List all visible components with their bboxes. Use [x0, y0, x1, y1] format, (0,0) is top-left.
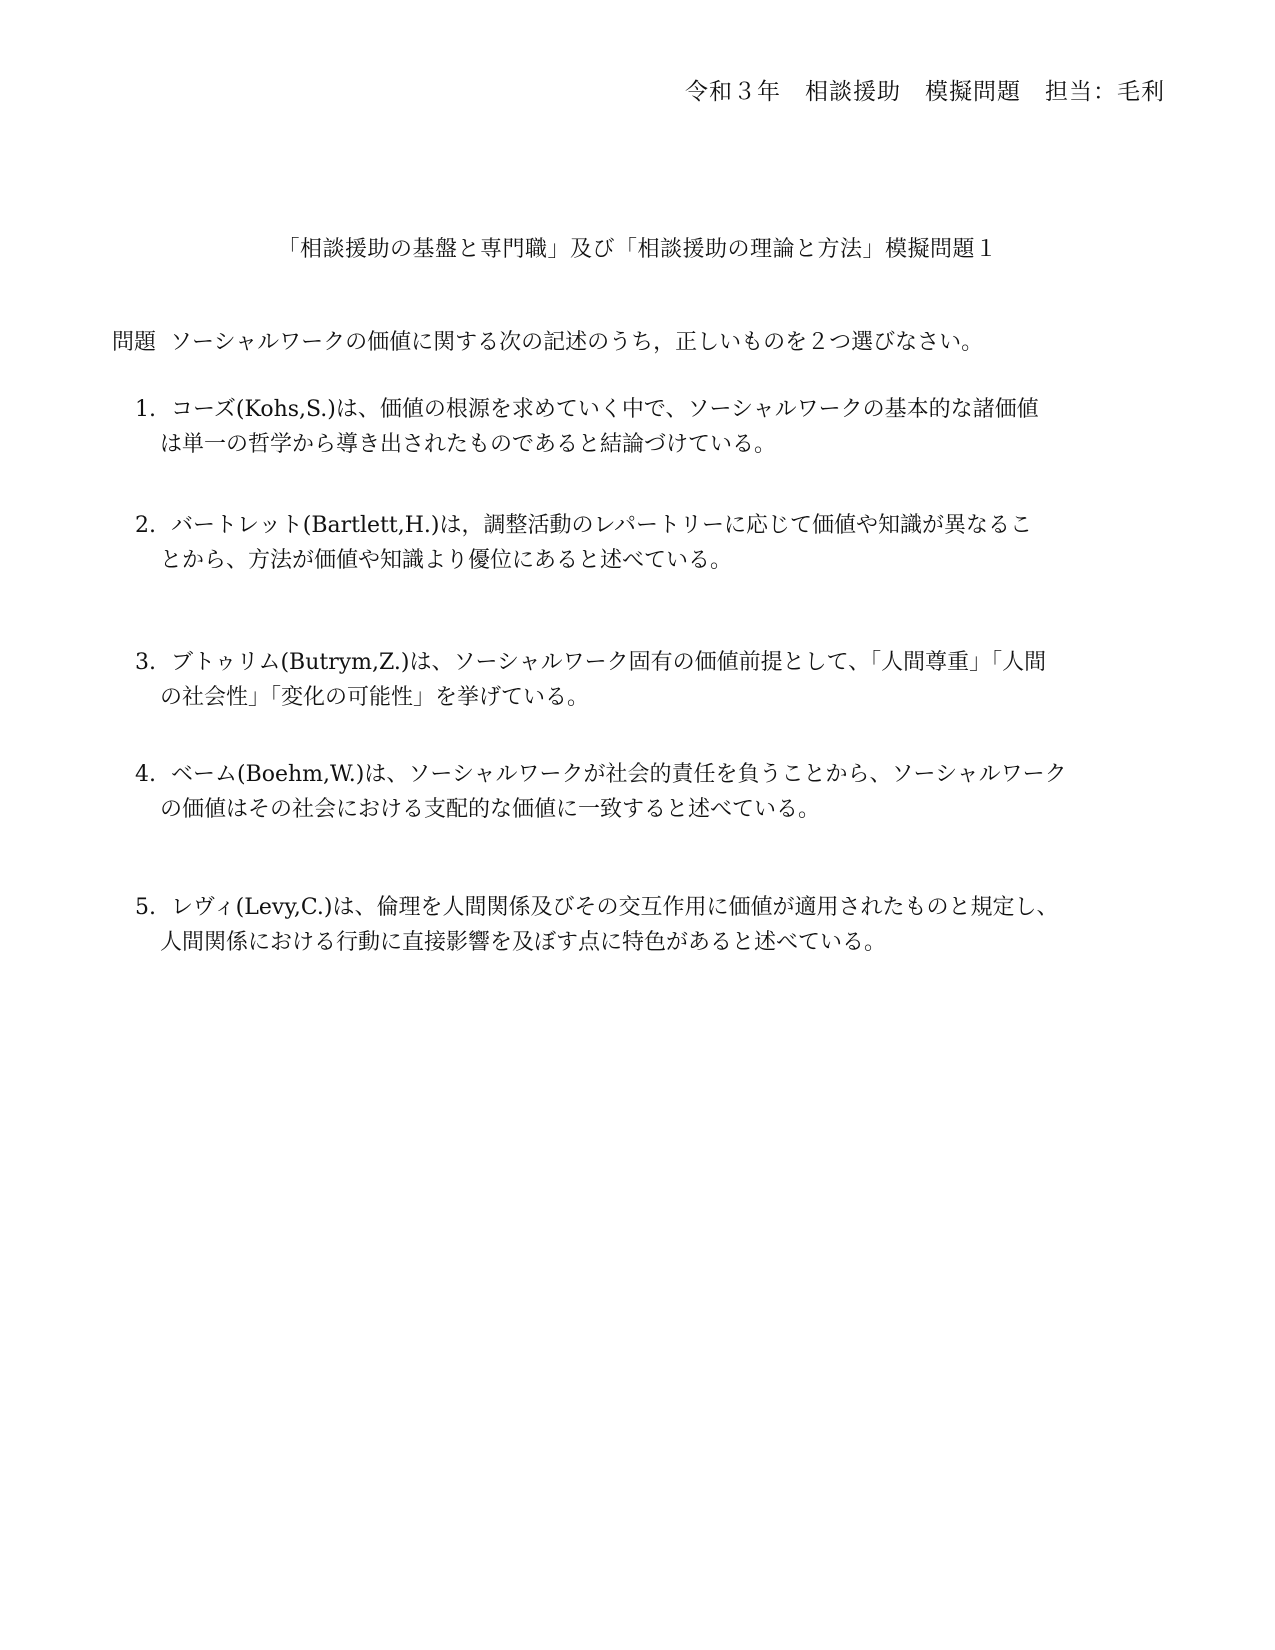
option-line-2: の社会性」「変化の可能性」を挙げている。	[160, 685, 590, 710]
option-line-1	[135, 392, 1165, 427]
option-line-1	[135, 645, 1165, 680]
option-text: ベーム(Boehm,W.)は、ソーシャルワークが社会的責任を負うことから、ソーシャルワーク	[171, 762, 1067, 787]
exam-title: 「相談援助の基盤と専門職」及び「相談援助の理論と方法」模擬問題１	[277, 237, 998, 262]
option-line-1	[135, 757, 1165, 792]
question-label: 問題	[112, 330, 157, 355]
answer-option-4	[135, 757, 1165, 827]
question-stem	[112, 325, 983, 356]
option-line-2: の価値はその社会における支配的な価値に一致すると述べている。	[160, 797, 821, 822]
option-text: バートレット(Bartlett,H.)は，調整活動のレパートリーに応じて価値や知識が異なるこ	[171, 513, 1032, 538]
answer-option-1	[135, 392, 1165, 462]
option-text: ブトゥリム(Butrym,Z.)は、ソーシャルワーク固有の価値前提として、「人間尊重」「人間	[171, 650, 1047, 675]
option-text: コーズ(Kohs,S.)は、価値の根源を求めていく中で、ソーシャルワークの基本的な諸価値	[171, 397, 1039, 422]
header-course-info: 令和３年 相談援助 模擬問題 担当：毛利	[685, 79, 1165, 105]
option-number: 3.	[135, 650, 156, 675]
option-number: 5.	[135, 895, 156, 920]
option-line-2: は単一の哲学から導き出されたものであると結論づけている。	[160, 432, 777, 457]
option-line-2: 人間関係における行動に直接影響を及ぼす点に特色があると述べている。	[160, 930, 887, 955]
option-number: 1.	[135, 397, 156, 422]
answer-option-2	[135, 508, 1165, 578]
option-line-2: とから、方法が価値や知識より優位にあると述べている。	[160, 548, 733, 573]
option-number: 2.	[135, 513, 156, 538]
question-text: ソーシャルワークの価値に関する次の記述のうち，正しいものを２つ選びなさい。	[170, 330, 984, 355]
answer-option-3	[135, 645, 1165, 715]
answer-option-5	[135, 890, 1165, 960]
option-text: レヴィ(Levy,C.)は、倫理を人間関係及びその交互作用に価値が適用されたものと規定し、	[171, 895, 1059, 920]
option-number: 4.	[135, 762, 156, 787]
option-line-1	[135, 890, 1165, 925]
option-line-1	[135, 508, 1165, 543]
